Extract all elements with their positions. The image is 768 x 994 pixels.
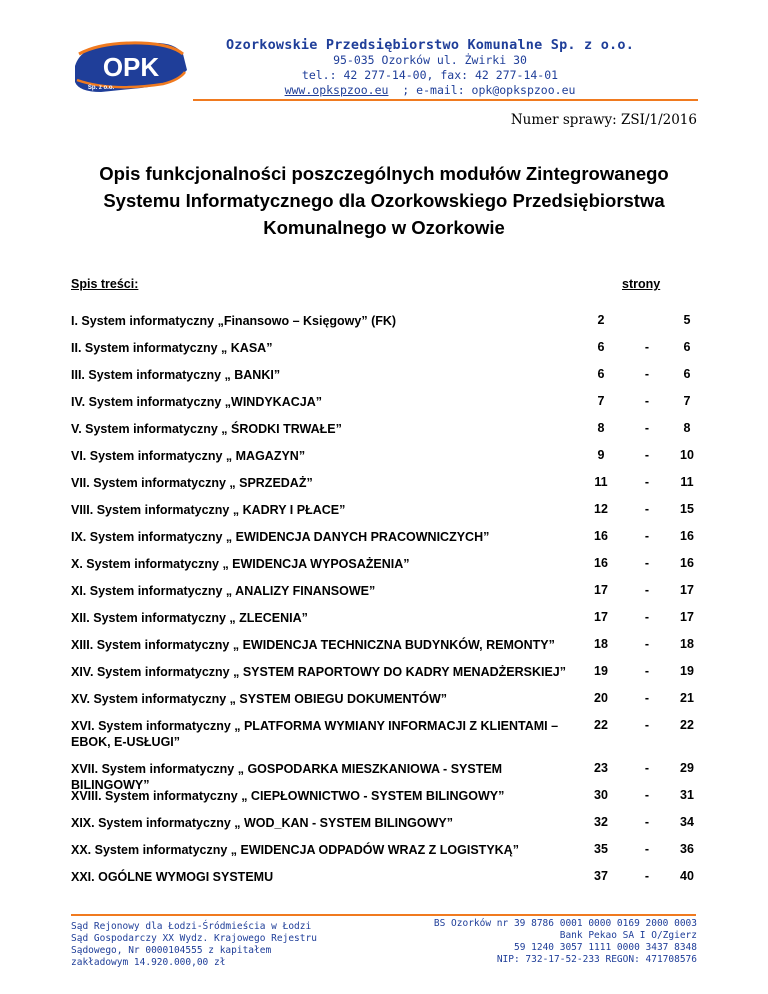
toc-label: XX. System informatyczny „ EWIDENCJA ODPADÓW WRAZ Z LOGISTYKĄ” [71, 843, 519, 857]
toc-page-to: 22 [680, 718, 694, 732]
toc-label: X. System informatyczny „ EWIDENCJA WYPOSAŻENIA” [71, 557, 410, 571]
toc-row [71, 471, 711, 498]
company-contact [150, 83, 710, 98]
toc-dash: - [644, 340, 650, 354]
toc-row [71, 633, 711, 660]
document-title: Opis funkcjonalności poszczególnych modułów Zintegrowanego Systemu Informatycznego dla Ozorkowskiego Przedsiębiorstwa Komunalnego w Ozorkowie [99, 163, 669, 238]
toc-page-from: 23 [594, 761, 608, 775]
company-address: 95-035 Ozorków ul. Żwirki 30 [333, 53, 527, 67]
toc-row [71, 525, 711, 552]
footer-left-line: Sądowego, Nr 0000104555 z kapitałem [71, 945, 272, 956]
toc-dash: - [644, 691, 650, 705]
toc-page-from: 16 [594, 556, 608, 570]
toc-row [71, 579, 711, 606]
toc-row [71, 865, 711, 892]
toc-page-to: 40 [680, 869, 694, 883]
toc-page-from: 7 [597, 394, 605, 408]
toc-label: XII. System informatyczny „ ZLECENIA” [71, 611, 308, 625]
company-phone: tel.: 42 277-14-00, fax: 42 277-14-01 [301, 68, 559, 82]
toc-page-to: 34 [680, 815, 694, 829]
toc-label: V. System informatyczny „ ŚRODKI TRWAŁE” [71, 422, 342, 436]
toc-row [71, 757, 711, 792]
toc-page-to: 8 [683, 421, 691, 435]
toc-page-from: 19 [594, 664, 608, 678]
toc-page-from: 32 [594, 815, 608, 829]
toc-row [71, 390, 711, 417]
email-text: e-mail: opk@opkspzoo.eu [416, 83, 576, 97]
toc-row [71, 784, 711, 811]
toc-label: XVIII. System informatyczny „ CIEPŁOWNICTWO - SYSTEM BILINGOWY” [71, 789, 505, 803]
toc-page-to: 6 [683, 367, 691, 381]
toc-page-from: 12 [594, 502, 608, 516]
toc-label: I. System informatyczny „Finansowo – Księgowy” (FK) [71, 314, 397, 328]
toc-page-from: 18 [594, 637, 608, 651]
footer-left-line: zakładowym 14.920.000,00 zł [71, 957, 226, 968]
toc-label: II. System informatyczny „ KASA” [71, 341, 273, 355]
footer-left-line: Sąd Gospodarczy XX Wydz. Krajowego Rejestru [71, 933, 317, 944]
toc-dash: - [644, 529, 650, 543]
toc-dash: - [644, 610, 650, 624]
toc-page-to: 31 [680, 788, 694, 802]
toc-label: XVI. System informatyczny „ PLATFORMA WYMIANY INFORMACJI Z KLIENTAMI – EBOK, E-USŁUGI” [71, 719, 559, 749]
toc-row [71, 417, 711, 444]
toc-label: XIII. System informatyczny „ EWIDENCJA TECHNICZNA BUDYNKÓW, REMONTY” [71, 638, 555, 652]
toc-row [71, 309, 711, 336]
toc-label: IX. System informatyczny „ EWIDENCJA DANYCH PRACOWNICZYCH” [71, 530, 490, 544]
toc-dash: - [644, 842, 650, 856]
toc-page-to: 16 [680, 556, 694, 570]
footer-divider [71, 914, 696, 916]
toc-dash: - [644, 394, 650, 408]
toc-label: XI. System informatyczny „ ANALIZY FINANSOWE” [71, 584, 376, 598]
logo-text: OPK [102, 52, 160, 82]
toc-page-to: 29 [680, 761, 694, 775]
toc-page-to: 18 [680, 637, 694, 651]
toc-page-to: 7 [683, 394, 691, 408]
toc-row [71, 336, 711, 363]
toc-dash: - [644, 815, 650, 829]
toc-row [71, 363, 711, 390]
toc-page-from: 20 [594, 691, 608, 705]
toc-label: XV. System informatyczny „ SYSTEM OBIEGU DOKUMENTÓW” [71, 692, 447, 706]
pages-heading: strony [622, 277, 661, 291]
table-of-contents [71, 309, 711, 892]
toc-label: VII. System informatyczny „ SPRZEDAŻ” [71, 476, 313, 490]
footer-right-line: BS Ozorków nr 39 8786 0001 0000 0169 2000 0003 [433, 918, 697, 929]
toc-label: IV. System informatyczny „WINDYKACJA” [71, 395, 322, 409]
toc-page-from: 35 [594, 842, 608, 856]
toc-row [71, 838, 711, 865]
toc-page-from: 30 [594, 788, 608, 802]
toc-dash: - [644, 502, 650, 516]
toc-label: VIII. System informatyczny „ KADRY I PŁACE” [71, 503, 346, 517]
toc-label: VI. System informatyczny „ MAGAZYN” [71, 449, 306, 463]
toc-row [71, 444, 711, 471]
footer-right-line: Bank Pekao SA I O/Zgierz [559, 930, 697, 941]
toc-label: XIX. System informatyczny „ WOD_KAN - SYSTEM BILINGOWY” [71, 816, 454, 830]
toc-page-to: 6 [683, 340, 691, 354]
toc-page-from: 9 [597, 448, 605, 462]
toc-page-to: 11 [680, 475, 694, 489]
toc-dash: - [644, 718, 650, 732]
toc-page-to: 10 [680, 448, 694, 462]
toc-page-to: 17 [680, 583, 694, 597]
toc-page-to: 21 [680, 691, 694, 705]
footer-court-info [71, 921, 317, 969]
toc-dash: - [644, 761, 650, 775]
toc-dash: - [644, 664, 650, 678]
company-info [150, 37, 710, 98]
toc-row [71, 606, 711, 633]
toc-page-to: 19 [680, 664, 694, 678]
toc-page-from: 11 [594, 475, 608, 489]
footer-left-line: Sąd Rejonowy dla Łodzi-Śródmieścia w Łodzi [71, 921, 312, 932]
toc-row [71, 498, 711, 525]
toc-page-to: 16 [680, 529, 694, 543]
toc-page-to: 17 [680, 610, 694, 624]
toc-dash: - [644, 475, 650, 489]
toc-page-from: 16 [594, 529, 608, 543]
toc-dash: - [644, 869, 650, 883]
toc-label: XIV. System informatyczny „ SYSTEM RAPORTOWY DO KADRY MENADŻERSKIEJ” [71, 665, 567, 679]
toc-page-from: 2 [597, 313, 605, 327]
toc-row [71, 811, 711, 838]
toc-dash: - [644, 448, 650, 462]
website-link[interactable]: www.opkspzoo.eu [284, 83, 389, 97]
toc-dash: - [644, 583, 650, 597]
case-number [511, 112, 697, 128]
toc-dash: - [644, 788, 650, 802]
toc-heading: Spis treści: [71, 277, 139, 291]
logo-subtext: Sp. z o.o. [87, 85, 115, 91]
toc-dash: - [644, 421, 650, 435]
case-number-label: Numer sprawy: [510, 112, 617, 128]
toc-row [71, 714, 711, 757]
case-number-value: ZSI/1/2016 [620, 112, 697, 128]
toc-page-to: 36 [680, 842, 694, 856]
toc-page-from: 17 [594, 610, 608, 624]
toc-page-from: 8 [597, 421, 605, 435]
toc-page-from: 17 [594, 583, 608, 597]
toc-page-from: 37 [594, 869, 608, 883]
toc-row [71, 687, 711, 714]
toc-dash: - [644, 367, 650, 381]
header-divider [193, 99, 698, 101]
toc-page-from: 22 [594, 718, 608, 732]
toc-dash: - [644, 637, 650, 651]
toc-row [71, 660, 711, 687]
toc-dash: - [644, 556, 650, 570]
company-name: Ozorkowskie Przedsiębiorstwo Komunalne Sp. z o.o. [225, 37, 635, 53]
toc-page-from: 6 [597, 340, 605, 354]
footer-right-line: NIP: 732-17-52-233 REGON: 471708576 [496, 954, 697, 965]
contact-separator: ; [402, 83, 410, 97]
footer-right-line: 59 1240 3057 1111 0000 3437 8348 [513, 942, 697, 953]
toc-label: XXI. OGÓLNE WYMOGI SYSTEMU [71, 870, 274, 884]
toc-label: XVII. System informatyczny „ GOSPODARKA MIESZKANIOWA - SYSTEM BILINGOWY” [71, 762, 503, 792]
toc-page-to: 15 [680, 502, 694, 516]
toc-row [71, 552, 711, 579]
toc-page-from: 6 [597, 367, 605, 381]
footer-bank-info [434, 918, 697, 966]
toc-page-to: 5 [683, 313, 691, 327]
toc-label: III. System informatyczny „ BANKI” [71, 368, 281, 382]
